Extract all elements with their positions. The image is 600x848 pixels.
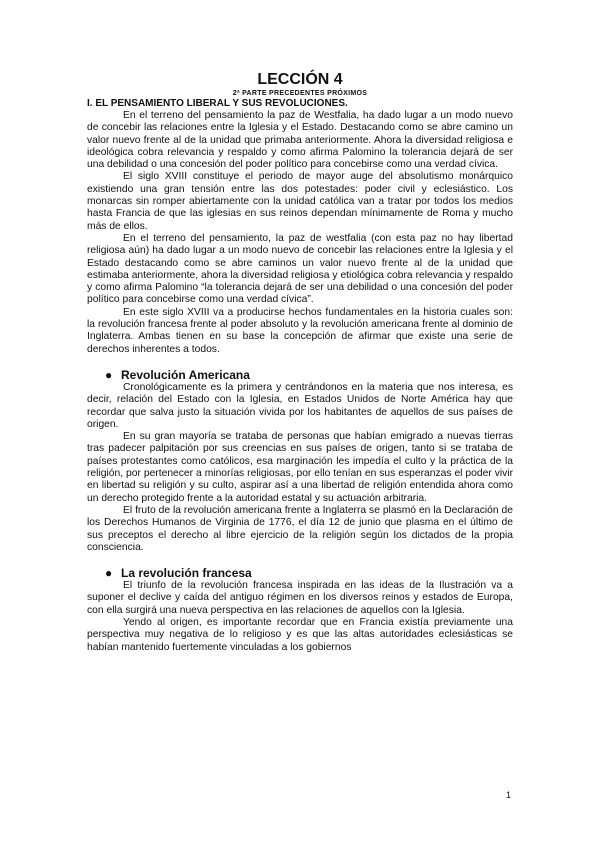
bullet-icon: ● bbox=[105, 367, 113, 382]
french-revolution-heading bbox=[87, 566, 513, 580]
intro-paragraph: En el terreno del pensamiento, la paz de westfalia (con esta paz no hay libertad religiosa aún) ha dado lugar a un modo nuevo de concebir las relaciones entre la Iglesia y el Estado destacando como se abre caminos un valor nuevo frente al de la unidad que estimaba anteriormente, ahora la diversidad religiosa y etiológica cobra relevancia y respaldo y como afirma Palomino “la tolerancia dejará de ser una debilidad o una concesión del poder político para concebirse como una verdad cívica”. bbox=[87, 232, 513, 306]
intro-paragraph: En este siglo XVIII va a producirse hechos fundamentales en la historia cuales son: la revolución francesa frente al poder absoluto y la revolución americana frente al dominio de Inglaterra. Ambas tienen en su base la concepción de afirmar que existe una serie de derechos inherentes a todos. bbox=[87, 306, 513, 355]
american-paragraph: En su gran mayoría se trataba de personas que habían emigrado a nuevas tierras tras padecer palpitación por sus creencias en sus países de origen, tanto si se trataba de países protestantes como católicos, esa marginación les impedía el culto y la práctica de la religión, por pertenecer a minorías religiosas, por ello tenían en sus esperanzas el poder vivir en libertad su religión y su culto, aspirar así a una libertad de religión entendida ahora como un derecho protegido frente a la autoridad estatal y su actuación arbitraria. bbox=[87, 431, 513, 504]
french-revolution-section bbox=[87, 566, 513, 654]
french-paragraph: El triunfo de la revolución francesa inspirada en las ideas de la Ilustración va a suponer el declive y caída del antiguo régimen en los diversos reinos y estados de Europa, con ella surgirá una nueva perspectiva en las relaciones de aquellos con la Iglesia. bbox=[87, 580, 513, 616]
intro-paragraph: En el terreno del pensamiento la paz de Westfalia, ha dado lugar a un modo nuevo de concebir las relaciones entre la Iglesia y el Estado. Destacando como se abre camino un valor nuevo frente al de la unidad que primaba anteriormente. Ahora la diversidad religiosa e ideológica cobra relevancia y respaldo y como afirma Palomino la tolerancia dejará de ser una debilidad o una concesión del poder político para concebirse como una verdad cívica. bbox=[87, 110, 513, 171]
french-paragraph: Yendo al origen, es importante recordar que en Francia existía previamente una perspectiva muy negativa de lo religioso y es que las altas autoridades eclesiásticas se habían mantenido fuertemente vinculadas a los gobiernos bbox=[87, 616, 513, 653]
american-revolution-heading bbox=[87, 368, 513, 382]
french-revolution-heading-text: La revolución francesa bbox=[121, 566, 252, 581]
american-revolution-heading-text: Revolución Americana bbox=[121, 367, 250, 382]
page-content bbox=[87, 71, 513, 654]
bullet-icon: ● bbox=[105, 566, 113, 581]
american-paragraph: El fruto de la revolución americana frente a Inglaterra se plasmó en la Declaración de los Derechos Humanos de Virginia de 1776, el día 12 de junio que plasma en el último de sus preceptos el derecho al libre ejercicio de la religión según los dictados de la propia consciencia. bbox=[87, 504, 513, 553]
lesson-title: LECCIÓN 4 bbox=[257, 71, 343, 88]
page-number: 1 bbox=[506, 790, 512, 800]
section-heading: I. EL PENSAMIENTO LIBERAL Y SUS REVOLUCIONES. bbox=[87, 98, 348, 109]
intro-paragraph: El siglo XVIII constituye el periodo de mayor auge del absolutismo monárquico existiendo una gran tensión entre las dos potestades: poder civil y eclesiástico. Los monarcas sin romper abiertamente con la unidad católica van a tratar por todos los medios hasta Francia de que las iglesias en sus reinos dependan mínimamente de Roma y mucho más de ellos. bbox=[87, 171, 513, 232]
american-paragraph: Cronológicamente es la primera y centrándonos en la materia que nos interesa, es decir, relación del Estado con la Iglesia, en Estados Unidos de Norte América hay que recordar que salva justo la situación vivida por los habitantes de aquellos de sus países de origen. bbox=[87, 381, 513, 430]
intro-section bbox=[87, 110, 513, 356]
american-revolution-section bbox=[87, 368, 513, 554]
lesson-subtitle: 2ª PARTE PRECEDENTES PRÓXIMOS bbox=[232, 90, 368, 97]
